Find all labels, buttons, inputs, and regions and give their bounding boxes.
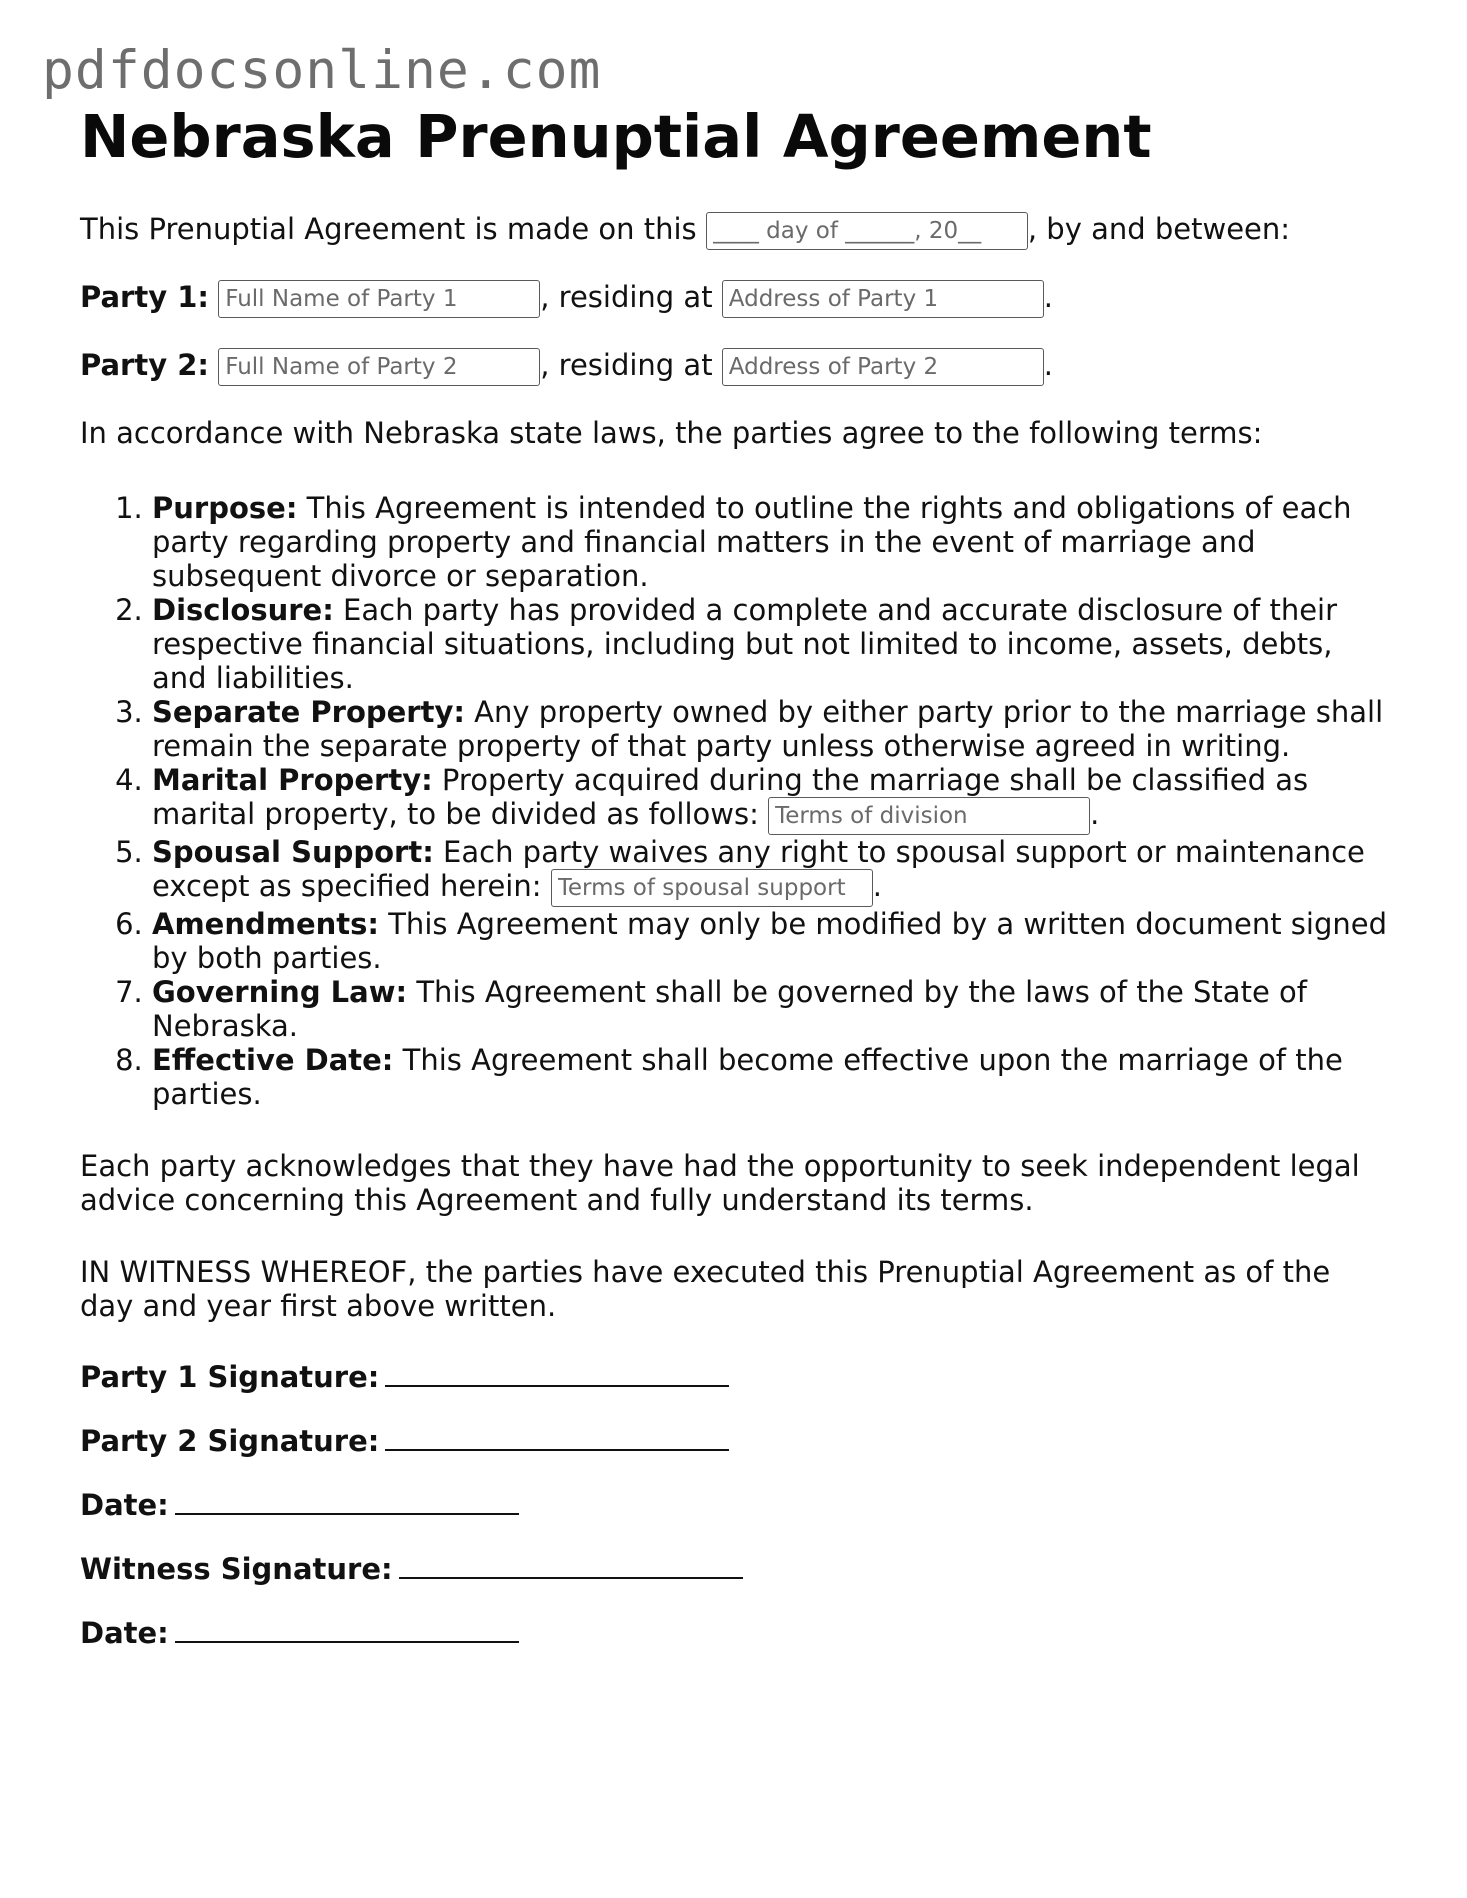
intro-text: This Prenuptial Agreement is made on this (80, 211, 697, 246)
document-body (80, 100, 1390, 1651)
term-item (152, 1043, 1390, 1111)
party2-address-input[interactable] (722, 348, 1044, 386)
term-text: This Agreement shall become effective upon the marriage of the parties. (152, 1042, 1343, 1111)
witness-signature-blank[interactable] (399, 1551, 743, 1579)
signature-label: Date: (80, 1487, 169, 1522)
party1-end: . (1043, 279, 1053, 314)
party1-line (80, 278, 1390, 318)
date-blank[interactable] (175, 1487, 519, 1515)
term-end: . (1090, 796, 1100, 831)
term-title: Marital Property: (152, 762, 433, 797)
party2-residing-text: , residing at (540, 347, 713, 382)
intro-line (80, 210, 1390, 250)
party2-name-input[interactable] (218, 348, 540, 386)
acknowledge-text: Each party acknowledges that they have had the opportunity to seek independent legal advice concerning this Agreement and fully understand its terms. (80, 1148, 1360, 1217)
party1-signature-line (80, 1359, 1390, 1395)
term-item (152, 975, 1390, 1043)
witness-date-line (80, 1615, 1390, 1651)
accordance-text: In accordance with Nebraska state laws, the parties agree to the following terms: (80, 415, 1263, 450)
intro-after-text: , by and between: (1027, 211, 1291, 246)
date-line (80, 1487, 1390, 1523)
party1-name-input[interactable] (218, 280, 540, 318)
term-item (152, 763, 1390, 835)
term-item (152, 491, 1390, 593)
page-title: Nebraska Prenuptial Agreement (80, 102, 1152, 171)
witness-signature-line (80, 1551, 1390, 1587)
term-title: Governing Law: (152, 974, 408, 1009)
party1-label: Party 1: (80, 279, 209, 314)
term-item (152, 593, 1390, 695)
party2-end: . (1043, 347, 1053, 382)
term-text: Each party waives any right to spousal support or maintenance except as specified herein: (152, 834, 1365, 903)
party1-residing-text: , residing at (540, 279, 713, 314)
witness-text: IN WITNESS WHEREOF, the parties have executed this Prenuptial Agreement as of the day and year first above written. (80, 1254, 1331, 1323)
term-text: This Agreement is intended to outline the rights and obligations of each party regarding property and financial matters in the event of marriage and subsequent divorce or separation. (152, 490, 1352, 593)
term-title: Disclosure: (152, 592, 334, 627)
party1-signature-blank[interactable] (385, 1359, 729, 1387)
party2-label: Party 2: (80, 347, 209, 382)
party2-signature-blank[interactable] (385, 1423, 729, 1451)
term-end: . (872, 868, 882, 903)
watermark: pdfdocsonline.com (42, 40, 602, 101)
term-text: This Agreement shall be governed by the laws of the State of Nebraska. (152, 974, 1307, 1043)
signature-label: Party 1 Signature: (80, 1359, 380, 1394)
term-title: Effective Date: (152, 1042, 394, 1077)
signature-label: Date: (80, 1615, 169, 1650)
signature-label: Party 2 Signature: (80, 1423, 380, 1458)
term-title: Separate Property: (152, 694, 465, 729)
term-text: Each party has provided a complete and accurate disclosure of their respective financial situations, including but not limited to income, assets, debts, and liabilities. (152, 592, 1338, 695)
term-title: Purpose: (152, 490, 298, 525)
term-item (152, 835, 1390, 907)
term-item (152, 907, 1390, 975)
party2-signature-line (80, 1423, 1390, 1459)
witness-date-blank[interactable] (175, 1615, 519, 1643)
term-title: Spousal Support: (152, 834, 434, 869)
signature-label: Witness Signature: (80, 1551, 393, 1586)
term-item (152, 695, 1390, 763)
term-text: Property acquired during the marriage shall be classified as marital property, to be divided as follows: (152, 762, 1309, 831)
signature-block (80, 1359, 1390, 1651)
terms-list (80, 491, 1390, 1111)
spousal-support-input[interactable] (551, 869, 873, 907)
term-text: This Agreement may only be modified by a written document signed by both parties. (152, 906, 1387, 975)
agreement-date-input[interactable] (706, 212, 1028, 250)
division-terms-input[interactable] (768, 797, 1090, 835)
party1-address-input[interactable] (722, 280, 1044, 318)
term-title: Amendments: (152, 906, 379, 941)
term-text: Any property owned by either party prior to the marriage shall remain the separate property of that party unless otherwise agreed in writing. (152, 694, 1384, 763)
party2-line (80, 346, 1390, 386)
